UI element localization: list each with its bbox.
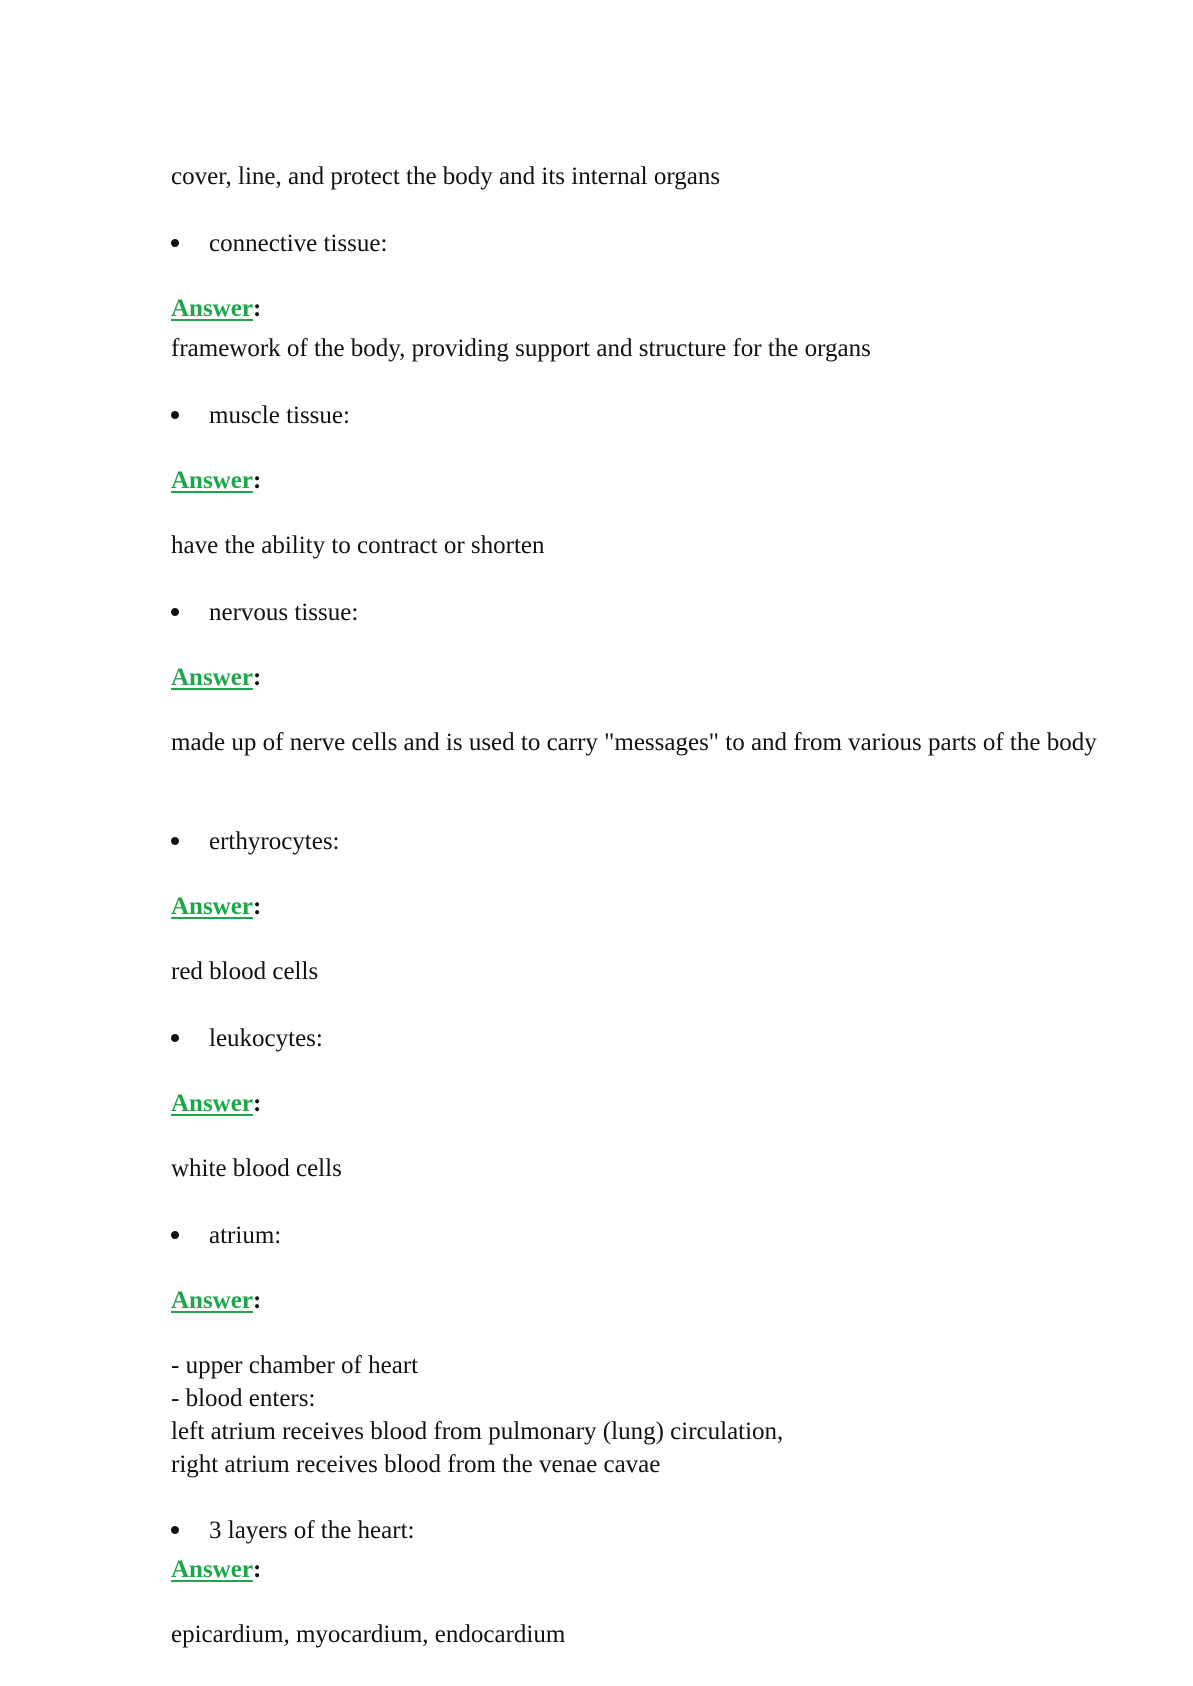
answer-colon: :	[252, 1556, 262, 1583]
question-text: nervous tissue:	[209, 599, 359, 626]
answer-text-connective-tissue: framework of the body, providing support and structure for the organs	[171, 335, 871, 362]
answer-word: Answer	[171, 467, 253, 494]
bullet-item-connective-tissue	[171, 227, 387, 260]
bullet-icon	[171, 1231, 179, 1239]
answer-colon: :	[252, 893, 262, 920]
answer-label	[171, 661, 261, 694]
answer-colon: :	[252, 664, 262, 691]
bullet-item-heart-layers	[171, 1514, 414, 1547]
bullet-item-muscle-tissue	[171, 399, 350, 432]
answer-label	[171, 464, 261, 497]
answer-text-nervous-tissue: made up of nerve cells and is used to carry "messages" to and from various parts of the body	[171, 729, 1097, 756]
answer-word: Answer	[171, 1090, 253, 1117]
bullet-icon	[171, 239, 179, 247]
answer-colon: :	[252, 1090, 262, 1117]
answer-colon: :	[252, 295, 262, 322]
bullet-icon	[171, 608, 179, 616]
answer-word: Answer	[171, 893, 253, 920]
answer-text-epithelial: cover, line, and protect the body and its internal organs	[171, 163, 721, 190]
answer-label	[171, 1553, 261, 1586]
answer-label	[171, 1087, 261, 1120]
answer-text-atrium-line-4: right atrium receives blood from the venae cavae	[171, 1451, 661, 1478]
question-text: connective tissue:	[209, 230, 388, 257]
answer-colon: :	[252, 467, 262, 494]
bullet-icon	[171, 411, 179, 419]
question-text: 3 layers of the heart:	[209, 1517, 415, 1544]
answer-text-muscle-tissue: have the ability to contract or shorten	[171, 532, 545, 559]
answer-label	[171, 292, 261, 325]
question-text: muscle tissue:	[209, 402, 350, 429]
answer-word: Answer	[171, 664, 253, 691]
answer-label	[171, 1284, 261, 1317]
bullet-item-atrium	[171, 1219, 281, 1252]
bullet-icon	[171, 1526, 179, 1534]
answer-word: Answer	[171, 295, 253, 322]
bullet-item-nervous-tissue	[171, 596, 358, 629]
answer-label	[171, 890, 261, 923]
answer-text-leukocytes: white blood cells	[171, 1155, 342, 1182]
bullet-icon	[171, 837, 179, 845]
answer-text-atrium-line-3: left atrium receives blood from pulmonary (lung) circulation,	[171, 1418, 784, 1445]
answer-text-atrium-line-2: - blood enters:	[171, 1385, 316, 1412]
answer-word: Answer	[171, 1287, 253, 1314]
bullet-icon	[171, 1034, 179, 1042]
answer-text-erythrocytes: red blood cells	[171, 958, 319, 985]
bullet-item-leukocytes	[171, 1022, 323, 1055]
question-text: leukocytes:	[209, 1025, 323, 1052]
question-text: erthyrocytes:	[209, 828, 340, 855]
answer-text-heart-layers: epicardium, myocardium, endocardium	[171, 1621, 566, 1648]
answer-text-atrium-line-1: - upper chamber of heart	[171, 1352, 419, 1379]
question-text: atrium:	[209, 1222, 282, 1249]
answer-colon: :	[252, 1287, 262, 1314]
bullet-item-erythrocytes	[171, 825, 340, 858]
answer-word: Answer	[171, 1556, 253, 1583]
